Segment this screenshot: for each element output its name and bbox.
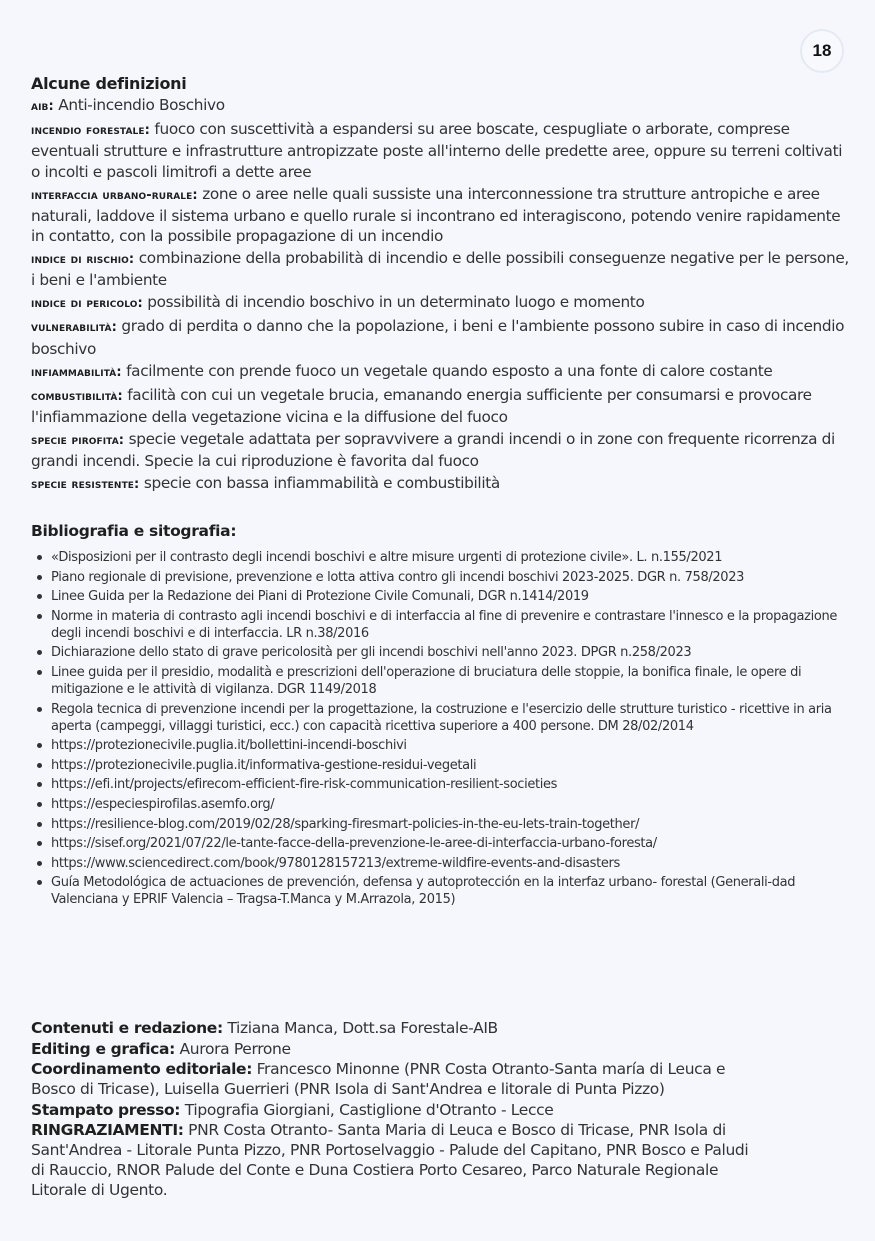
definition-text: Anti-incendio Boschivo <box>53 96 225 114</box>
definition-item <box>31 316 851 359</box>
credit-text: Tiziana Manca, Dott.sa Forestale-AIB <box>222 1019 498 1037</box>
bibliography-link-item[interactable] <box>31 855 861 872</box>
bibliography-link-item[interactable] <box>31 796 861 813</box>
credit-label: RINGRAZIAMENTI: <box>31 1121 184 1140</box>
bibliography-link-item[interactable] <box>31 776 861 793</box>
bullet-icon <box>37 802 42 807</box>
bullet-icon <box>37 841 42 846</box>
bullet-icon <box>37 670 42 675</box>
bullet-icon <box>37 861 42 866</box>
bullet-icon <box>37 650 42 655</box>
bibliography-text: Guía Metodológica de actuaciones de prevención, defensa y autoprotección en la interfaz urbano- forestal (Generali-dad Valenciana y EPRIF Valencia – Tragsa-T.Manca y M.Arrazola, 2015) <box>51 875 796 908</box>
bibliography-text: Linee Guida per la Redazione dei Piani di Protezione Civile Comunali, DGR n.1414/2019 <box>51 589 589 605</box>
bullet-icon <box>37 782 42 787</box>
bibliography-text: Regola tecnica di prevenzione incendi per la progettazione, la costruzione e l'esercizio delle strutture turistico - ricettive in aria aperta (campeggi, villaggi turistici, ecc.) con capacità ricettiva superiore a 400 persone. DM 28/02/2014 <box>51 701 832 734</box>
bullet-icon <box>37 707 42 712</box>
definition-item <box>31 361 851 383</box>
definition-text: facilmente con prende fuoco un vegetale quando esposto a una fonte di calore costante <box>121 361 773 380</box>
bibliography-link[interactable]: https://sisef.org/2021/07/22/le-tante-facce-della-prevenzione-le-aree-di-interfaccia-urbano-foresta/ <box>51 836 657 852</box>
credit-contents <box>31 1018 751 1038</box>
definition-item <box>31 292 851 314</box>
credits-section <box>31 1018 751 1201</box>
bibliography-item <box>31 874 861 908</box>
definition-text: fuoco con suscettività a espandersi su aree boscate, cespugliate o arborate, comprese eventuali strutture e infrastrutture antropizzate poste all'interno delle predette aree, oppure su terreni coltivati o incolti e pascoli limitrofi a dette aree <box>31 119 843 181</box>
definition-term: interfaccia urbano-rurale: <box>31 187 198 203</box>
bibliography-section <box>31 520 861 911</box>
credit-label: Coordinamento editoriale: <box>31 1060 253 1079</box>
bullet-icon <box>37 743 42 748</box>
bibliography-link[interactable]: https://protezionecivile.puglia.it/bollettini-incendi-boschivi <box>51 738 407 754</box>
bibliography-list <box>31 549 861 908</box>
credit-text: Francesco Minonne (PNR Costa Otranto-Santa maría di Leuca e Bosco di Tricase), Luisella Guerrieri (PNR Isola di Sant'Andrea e litorale di Punta Pizzo) <box>31 1060 726 1099</box>
bibliography-link-item[interactable] <box>31 816 861 833</box>
definition-text: facilità con cui un vegetale brucia, emanando energia sufficiente per consumarsi e provocare l'infiammazione della vegetazione vicina e la diffusione del fuoco <box>31 385 812 426</box>
definition-term: incendio forestale: <box>31 122 150 138</box>
bibliography-link[interactable]: https://efi.int/projects/efirecom-efficient-fire-risk-communication-resilient-societies <box>51 777 558 793</box>
definition-item <box>31 95 851 117</box>
bullet-icon <box>37 822 42 827</box>
definition-term: indice di pericolo: <box>31 296 143 312</box>
definition-item <box>31 473 851 495</box>
definition-item <box>31 119 851 182</box>
bibliography-text: Norme in materia di contrasto agli incendi boschivi e di interfaccia al fine di prevenire e contrastare l'innesco e la propagazione degli incendi boschivi e di interfaccia. LR n.38/2016 <box>51 608 838 641</box>
definition-text: specie vegetale adattata per sopravvivere a grandi incendi o in zone con frequente ricorrenza di grandi incendi. Specie la cui riproduzione è favorita dal fuoco <box>31 429 835 471</box>
bibliography-link[interactable]: https://protezionecivile.puglia.it/informativa-gestione-residui-vegetali <box>51 757 477 773</box>
bibliography-text: «Disposizioni per il contrasto degli incendi boschivi e altre misure urgenti di protezione civile». L. n.155/2021 <box>51 550 723 565</box>
definitions-section <box>31 73 851 497</box>
bibliography-item <box>31 588 861 605</box>
page-number-badge <box>800 29 844 73</box>
bibliography-item <box>31 664 861 698</box>
page-number: 18 <box>812 41 832 60</box>
bullet-icon <box>37 880 42 885</box>
definition-text: combinazione della probabilità di incendio e delle possibili conseguenze negative per le persone, i beni e l'ambiente <box>31 249 849 290</box>
definition-item <box>31 429 851 472</box>
credit-text: Aurora Perrone <box>174 1039 291 1058</box>
credit-label: Contenuti e redazione: <box>31 1019 223 1037</box>
credit-label: Editing e grafica: <box>31 1039 175 1058</box>
bibliography-text: Linee guida per il presidio, modalità e prescrizioni dell'operazione di bruciatura delle stoppie, la bonifica finale, le opere di mitigazione e le attività di vigilanza. DGR 1149/2018 <box>51 664 802 697</box>
bibliography-link-item[interactable] <box>31 757 861 774</box>
bullet-icon <box>37 614 42 619</box>
definition-item <box>31 184 851 247</box>
definition-term: specie resistente: <box>31 477 140 493</box>
bibliography-item <box>31 549 861 566</box>
bibliography-title: Bibliografia e sitografia: <box>31 522 237 540</box>
bibliography-text: Dichiarazione dello stato di grave pericolosità per gli incendi boschivi nell'anno 2023. DPGR n.258/2023 <box>51 645 692 661</box>
credit-label: Stampato presso: <box>31 1100 181 1119</box>
bibliography-item <box>31 701 861 735</box>
definition-term: aib: <box>31 99 54 114</box>
bullet-icon <box>37 763 42 768</box>
definition-text: zone o aree nelle quali sussiste una interconnessione tra strutture antropiche e aree naturali, laddove il sistema urbano e quello rurale si incontrano ed interagiscono, potendo venire rapidamente in contatto, con la possibile propagazione di un incendio <box>31 184 841 246</box>
credit-text: PNR Costa Otranto- Santa Maria di Leuca e Bosco di Tricase, PNR Isola di Sant'Andrea - Litorale Punta Pizzo, PNR Portoselvaggio - Palude del Capitano, PNR Bosco e Paludi di Rauccio, RNOR Palude del Conte e Duna Costiera Porto Cesareo, Parco Naturale Regionale Litorale di Ugento. <box>31 1121 749 1200</box>
definition-term: indice di rischio: <box>31 252 135 268</box>
bullet-icon <box>37 575 42 580</box>
bibliography-text: Piano regionale di previsione, prevenzione e lotta attiva contro gli incendi boschivi 2023-2025. DGR n. 758/2023 <box>51 569 745 585</box>
definition-term: combustibilità: <box>31 388 123 404</box>
definition-term: vulnerabilità: <box>31 320 117 336</box>
definition-item <box>31 385 851 428</box>
definition-item <box>31 248 851 291</box>
bibliography-link[interactable]: https://www.sciencedirect.com/book/9780128157213/extreme-wildfire-events-and-disasters <box>51 855 620 871</box>
bibliography-link[interactable]: https://resilience-blog.com/2019/02/28/sparking-firesmart-policies-in-the-eu-lets-train-together/ <box>51 816 640 832</box>
definition-text: possibilità di incendio boschivo in un determinato luogo e momento <box>142 293 645 312</box>
bibliography-item <box>31 608 861 642</box>
bullet-icon <box>37 555 42 560</box>
bibliography-link-item[interactable] <box>31 737 861 754</box>
definition-text: grado di perdita o danno che la popolazione, i beni e l'ambiente possono subire in caso di incendio boschivo <box>31 317 845 358</box>
credit-printed <box>31 1100 751 1120</box>
bibliography-item <box>31 644 861 661</box>
credit-acknowledgements <box>31 1120 751 1200</box>
bullet-icon <box>37 594 42 599</box>
definition-term: infiammabilità: <box>31 364 122 380</box>
definitions-title: Alcune definizioni <box>31 74 187 93</box>
credit-editing <box>31 1039 751 1059</box>
bibliography-link[interactable]: https://especiespirofilas.asemfo.org/ <box>51 796 275 812</box>
definition-term: specie pirofita: <box>31 432 125 448</box>
credit-text: Tipografia Giorgiani, Castiglione d'Otranto - Lecce <box>180 1100 554 1119</box>
bibliography-item <box>31 569 861 586</box>
definition-text: specie con bassa infiammabilità e combustibilità <box>139 474 500 493</box>
credit-coordination <box>31 1059 751 1099</box>
bibliography-link-item[interactable] <box>31 835 861 852</box>
